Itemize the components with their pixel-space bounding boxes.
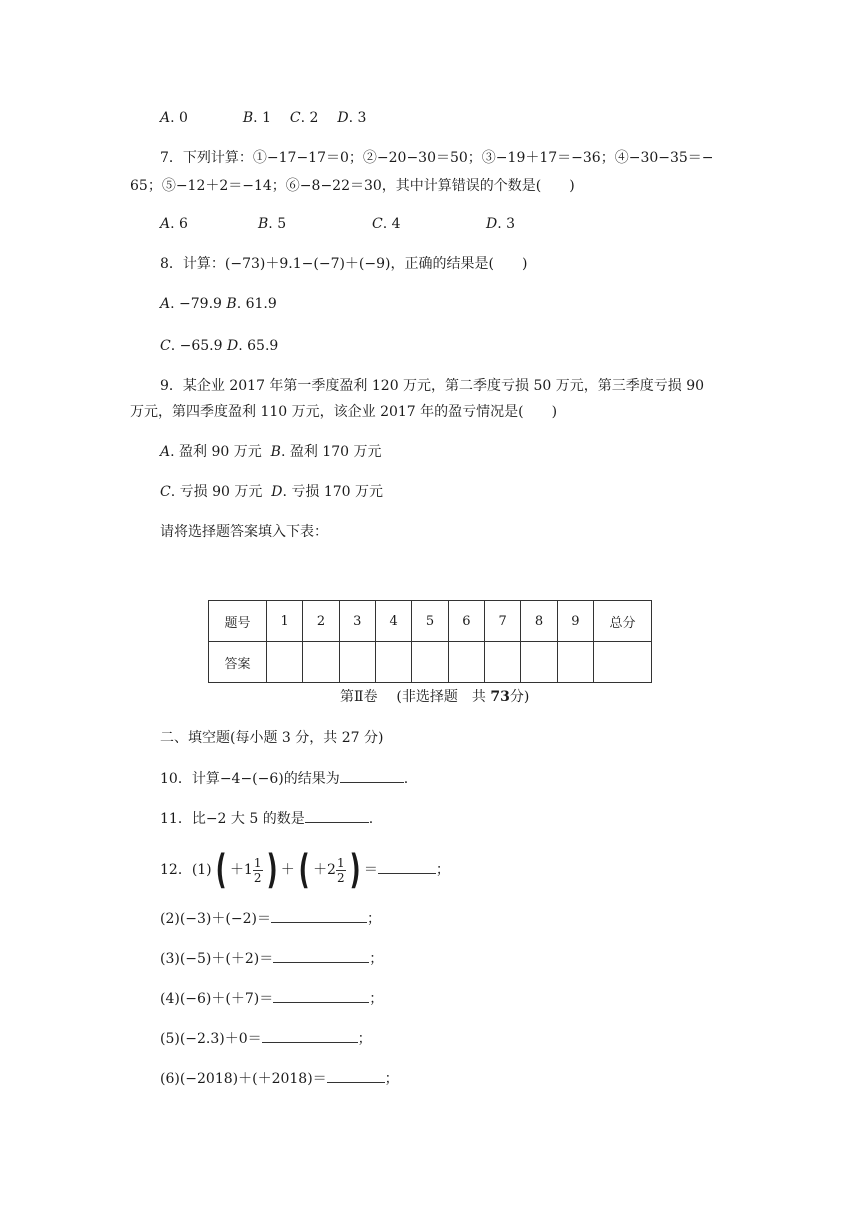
answer-table: [208, 600, 652, 683]
left-paren-icon: (: [215, 847, 227, 893]
q9-option-c: 亏损 90 万元: [179, 484, 263, 500]
q7-options: A. 6 B. 5 C. 4 D. 3: [160, 216, 516, 232]
q12-4-answer-blank[interactable]: [273, 988, 369, 1003]
q10-stem: 10．计算−4−(−6)的结果为: [160, 771, 340, 787]
section-2-unit: 分): [509, 689, 530, 705]
answer-table-answer-row: [209, 642, 652, 683]
q12-part3: [160, 948, 383, 969]
q8-option-c: −65.9: [179, 338, 223, 354]
q12-4-stem: (4)(−6)＋(＋7)＝: [160, 991, 274, 1007]
total-label-cell: 总分: [594, 601, 652, 642]
q12-3-semicolon: ；: [369, 951, 384, 967]
q6-option-c: 2: [309, 110, 319, 126]
q12-6-semicolon: ；: [384, 1071, 399, 1087]
q7-option-b-letter: B: [258, 216, 269, 232]
q8-option-a: −79.9: [179, 296, 222, 312]
answer-cell[interactable]: [521, 642, 557, 683]
q6-option-a-letter: A: [160, 110, 171, 126]
q12-part1: [160, 848, 450, 896]
q12-part5: [160, 1028, 372, 1049]
q12-1-answer-blank[interactable]: [378, 859, 436, 874]
q12-6-answer-blank[interactable]: [327, 1068, 385, 1083]
q9-stem-line2: 万元，第四季度盈利 110 万元，该企业 2017 年的盈亏情况是( ): [130, 404, 558, 420]
q6-option-b: 1: [262, 110, 271, 126]
q12-5-stem: (5)(−2.3)＋0＝: [160, 1031, 262, 1047]
q12-equals: ＝: [363, 862, 378, 878]
q9-option-a: 盈利 90 万元: [179, 444, 262, 460]
answer-label-cell: 答案: [209, 642, 267, 683]
total-score-cell[interactable]: [594, 642, 652, 683]
q12-part6: [160, 1068, 399, 1089]
q7-stem-line2: 65；⑤−12＋2＝−14；⑥−8−22＝30，其中计算错误的个数是( ): [130, 178, 575, 194]
q12-part2: [160, 908, 381, 929]
q6-option-d: 3: [357, 110, 367, 126]
q12-2-semicolon: ；: [366, 911, 381, 927]
q8-option-a-letter: A: [160, 296, 171, 312]
q12-term-b: [295, 848, 364, 892]
q10: [160, 768, 408, 789]
answer-cell[interactable]: [303, 642, 339, 683]
answer-cell[interactable]: [266, 642, 302, 683]
q12-plus: ＋: [280, 862, 295, 878]
q12-term-b-fraction: [336, 856, 346, 885]
answer-cell[interactable]: [448, 642, 484, 683]
answer-instruction: 请将选择题答案填入下表：: [160, 524, 328, 540]
q8-options-row2: C. −65.9 D. 65.9: [160, 338, 279, 354]
q12-part4: [160, 988, 383, 1009]
answer-cell[interactable]: [485, 642, 521, 683]
fraction-denominator: 2: [336, 870, 345, 885]
q7-option-c-letter: C: [372, 216, 383, 232]
q12-2-stem: (2)(−3)＋(−2)＝: [160, 911, 271, 927]
q8-option-b: 61.9: [245, 296, 277, 312]
q8-stem: 8．计算：(−73)＋9.1−(−7)＋(−9)，正确的结果是( ): [160, 256, 528, 272]
q9-options-row2: C. 亏损 90 万元 D. 亏损 170 万元: [160, 484, 384, 500]
answer-cell[interactable]: [375, 642, 411, 683]
fraction-numerator: 1: [336, 855, 345, 870]
q6-options: A. 0 B. 1 C. 2 D. 3: [160, 110, 367, 126]
q12-prefix: 12．(1): [160, 862, 212, 878]
q7-option-c: 4: [391, 216, 401, 232]
q6-option-d-letter: D: [337, 110, 349, 126]
question-number-cell: 1: [266, 601, 302, 642]
q12-2-answer-blank[interactable]: [271, 908, 367, 923]
q8-option-d: 65.9: [247, 338, 279, 354]
q12-4-semicolon: ；: [369, 991, 384, 1007]
q7-option-a-letter: A: [160, 216, 171, 232]
left-paren-icon: (: [298, 847, 310, 893]
q7-option-d: 3: [506, 216, 516, 232]
question-number-cell: 2: [303, 601, 339, 642]
q7-option-d-letter: D: [486, 216, 498, 232]
fill-section-heading: 二、填空题(每小题 3 分，共 27 分): [160, 730, 384, 746]
answer-cell[interactable]: [557, 642, 593, 683]
q9-option-a-letter: A: [160, 444, 171, 460]
q8-option-d-letter: D: [226, 338, 239, 354]
q9-option-b: 盈利 170 万元: [289, 444, 382, 460]
q6-option-b-letter: B: [242, 110, 254, 126]
question-number-cell: 3: [339, 601, 375, 642]
q12-6-stem: (6)(−2018)＋(＋2018)＝: [160, 1071, 327, 1087]
q8-option-b-letter: B: [226, 296, 237, 312]
q7-option-a: 6: [179, 216, 188, 232]
fraction-denominator: 2: [253, 870, 262, 885]
question-number-cell: 7: [485, 601, 521, 642]
q9-option-d-letter: D: [271, 484, 283, 500]
answer-cell[interactable]: [339, 642, 375, 683]
answer-table-header-row: [209, 601, 652, 642]
question-number-cell: 9: [557, 601, 593, 642]
q6-option-c-letter: C: [289, 110, 301, 126]
question-number-cell: 4: [375, 601, 411, 642]
q11-answer-blank[interactable]: [305, 808, 369, 823]
question-number-cell: 5: [412, 601, 448, 642]
q9-option-c-letter: C: [160, 484, 171, 500]
header-label-cell: 题号: [209, 601, 267, 642]
section-2-score: 73: [490, 689, 510, 705]
q6-option-a: 0: [179, 110, 188, 126]
question-number-cell: 8: [521, 601, 557, 642]
q8-options-row1: A. −79.9 B. 61.9: [160, 296, 277, 312]
q12-term-b-integer: ＋2: [313, 862, 336, 878]
q12-5-answer-blank[interactable]: [262, 1028, 358, 1043]
q12-term-a: [212, 848, 281, 892]
q7-option-b: 5: [277, 216, 287, 232]
q12-3-stem: (3)(−5)＋(＋2)＝: [160, 951, 274, 967]
q12-1-semicolon: ；: [435, 862, 450, 878]
q11-stem: 11．比−2 大 5 的数是: [160, 811, 305, 827]
right-paren-icon: ): [266, 847, 278, 893]
q10-period: .: [403, 771, 409, 787]
q9-option-b-letter: B: [270, 444, 281, 460]
q9-option-d: 亏损 170 万元: [291, 484, 384, 500]
right-paren-icon: ): [349, 847, 361, 893]
q9-stem-line1: 9．某企业 2017 年第一季度盈利 120 万元，第二季度亏损 50 万元，第三季度亏损 90: [160, 378, 705, 394]
q12-3-answer-blank[interactable]: [273, 948, 369, 963]
q9-options-row1: A. 盈利 90 万元 B. 盈利 170 万元: [160, 444, 382, 460]
q12-5-semicolon: ；: [357, 1031, 372, 1047]
section-2-note: (非选择题 共: [396, 689, 486, 705]
section-2-caption: [340, 686, 529, 706]
fraction-numerator: 1: [253, 855, 262, 870]
q11: [160, 808, 373, 829]
q12-term-a-fraction: [253, 856, 263, 885]
q11-period: .: [368, 811, 374, 827]
q12-term-a-integer: ＋1: [229, 862, 253, 878]
answer-cell[interactable]: [412, 642, 448, 683]
question-number-cell: 6: [448, 601, 484, 642]
q7-stem-line1: 7．下列计算：①−17−17＝0；②−20−30＝50；③−19＋17＝−36；④−30−35＝−: [160, 150, 714, 166]
section-2-title: 第Ⅱ卷: [340, 689, 378, 705]
q8-option-c-letter: C: [160, 338, 171, 354]
q10-answer-blank[interactable]: [340, 768, 404, 783]
